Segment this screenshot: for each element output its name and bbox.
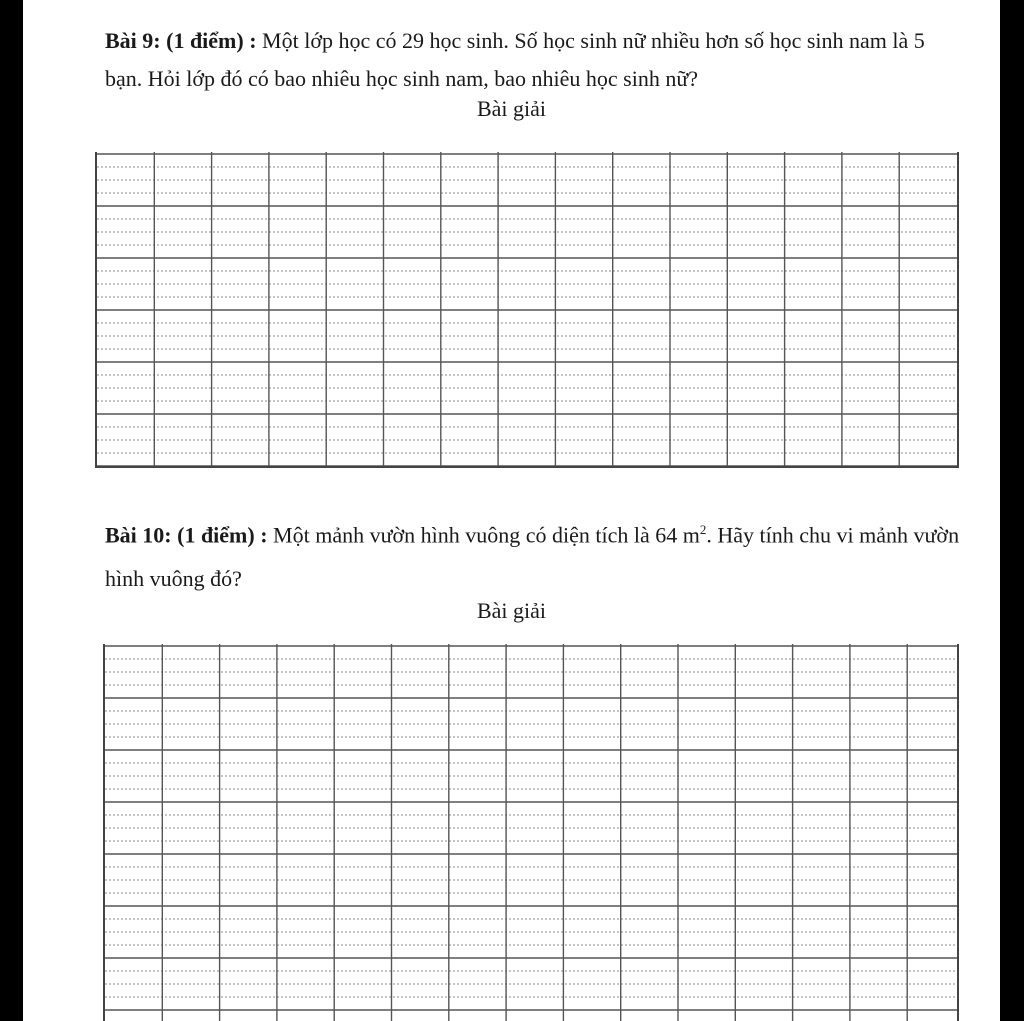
problem-10-writing-grid <box>103 644 959 1021</box>
problem-10-text-after: . Hãy tính chu vi mảnh vườn hình vuông đó? <box>105 522 960 592</box>
problem-10-label: Bài 10: (1 điểm) : <box>105 522 268 548</box>
problem-9 <box>105 22 965 98</box>
problem-9-grid-lines <box>97 152 957 466</box>
worksheet-page <box>23 0 1000 1021</box>
problem-10-grid-lines <box>105 644 957 1021</box>
problem-10-text-before: Một mảnh vườn hình vuông có diện tích là 64 m <box>267 522 700 548</box>
problem-9-solution-heading: Bài giải <box>476 96 547 121</box>
problem-10 <box>105 508 965 601</box>
problem-9-writing-grid <box>95 152 959 468</box>
problem-10-solution-heading: Bài giải <box>476 598 547 623</box>
problem-9-label: Bài 9: (1 điểm) : <box>105 28 257 53</box>
problem-10-superscript: 2 <box>699 522 707 537</box>
problem-9-text: Một lớp học có 29 học sinh. Số học sinh nữ nhiều hơn số học sinh nam là 5 bạn. Hỏi lớp đó có bao nhiêu học sinh nam, bao nhiêu học sinh nữ? <box>105 28 925 91</box>
